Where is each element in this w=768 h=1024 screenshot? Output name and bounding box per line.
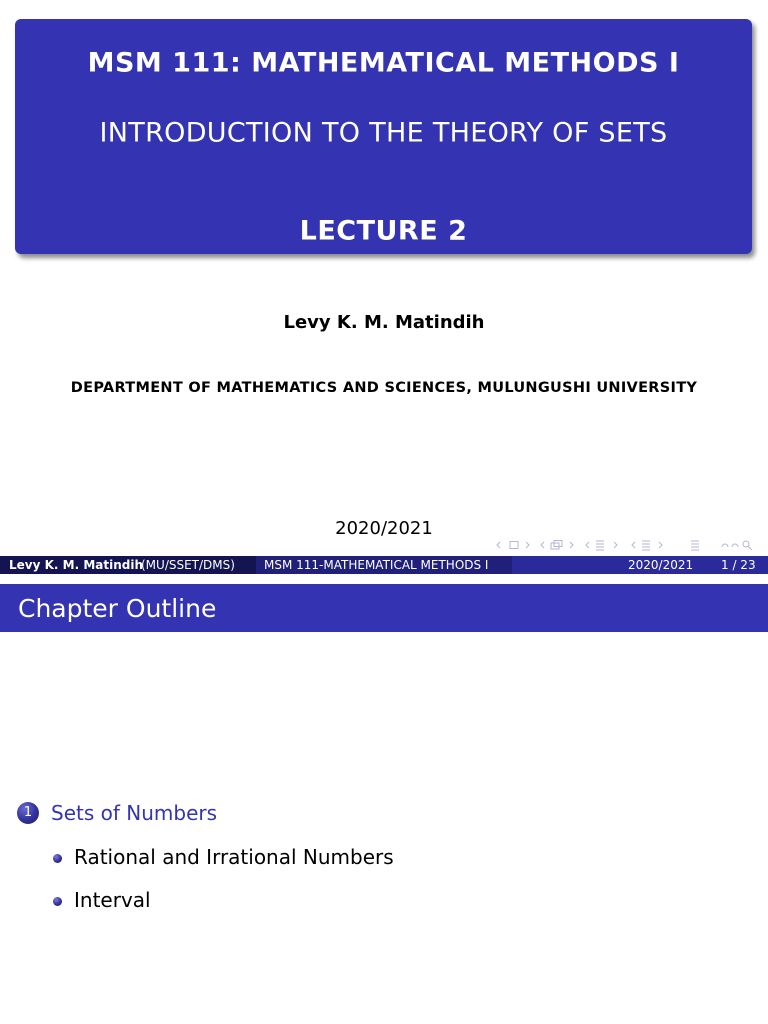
footer-short-title: MSM 111-MATHEMATICAL METHODS I <box>264 558 489 572</box>
footer-author: Levy K. M. Matindih <box>9 558 143 572</box>
nav-subsection-icon[interactable] <box>541 541 573 550</box>
bullet-ball-icon <box>53 897 62 906</box>
course-title: MSM 111: MATHEMATICAL METHODS I <box>87 47 680 79</box>
toc-subsection-label[interactable]: Interval <box>74 888 151 912</box>
toc-section-label[interactable]: Sets of Numbers <box>51 801 218 825</box>
author-name: Levy K. M. Matindih <box>283 312 485 333</box>
academic-year: 2020/2021 <box>335 518 433 539</box>
course-subtitle: INTRODUCTION TO THE THEORY OF SETS <box>99 117 668 149</box>
nav-frame-icon[interactable] <box>497 542 529 549</box>
footer-date: 2020/2021 <box>628 558 694 572</box>
lecture-number: LECTURE 2 <box>299 215 468 247</box>
slide-footer <box>0 556 768 574</box>
frame-title: Chapter Outline <box>18 594 217 623</box>
frame-title-bar <box>0 584 768 632</box>
bullet-ball-icon <box>53 854 62 863</box>
nav-search-icon[interactable] <box>722 541 752 550</box>
section-number-ball: 1 <box>17 802 39 824</box>
title-box <box>15 19 752 254</box>
footer-institute: (MU/SSET/DMS) <box>141 558 235 572</box>
navigation-icons[interactable] <box>496 538 764 552</box>
beamer-navigation-symbols[interactable] <box>496 538 764 552</box>
nav-section-icon[interactable] <box>586 541 699 550</box>
toc-subsection-label[interactable]: Rational and Irrational Numbers <box>74 845 394 869</box>
outline-slide <box>0 574 768 1024</box>
institute-name: DEPARTMENT OF MATHEMATICS AND SCIENCES, MULUNGUSHI UNIVERSITY <box>70 380 698 396</box>
footer-page-number: 1 / 23 <box>721 558 756 572</box>
